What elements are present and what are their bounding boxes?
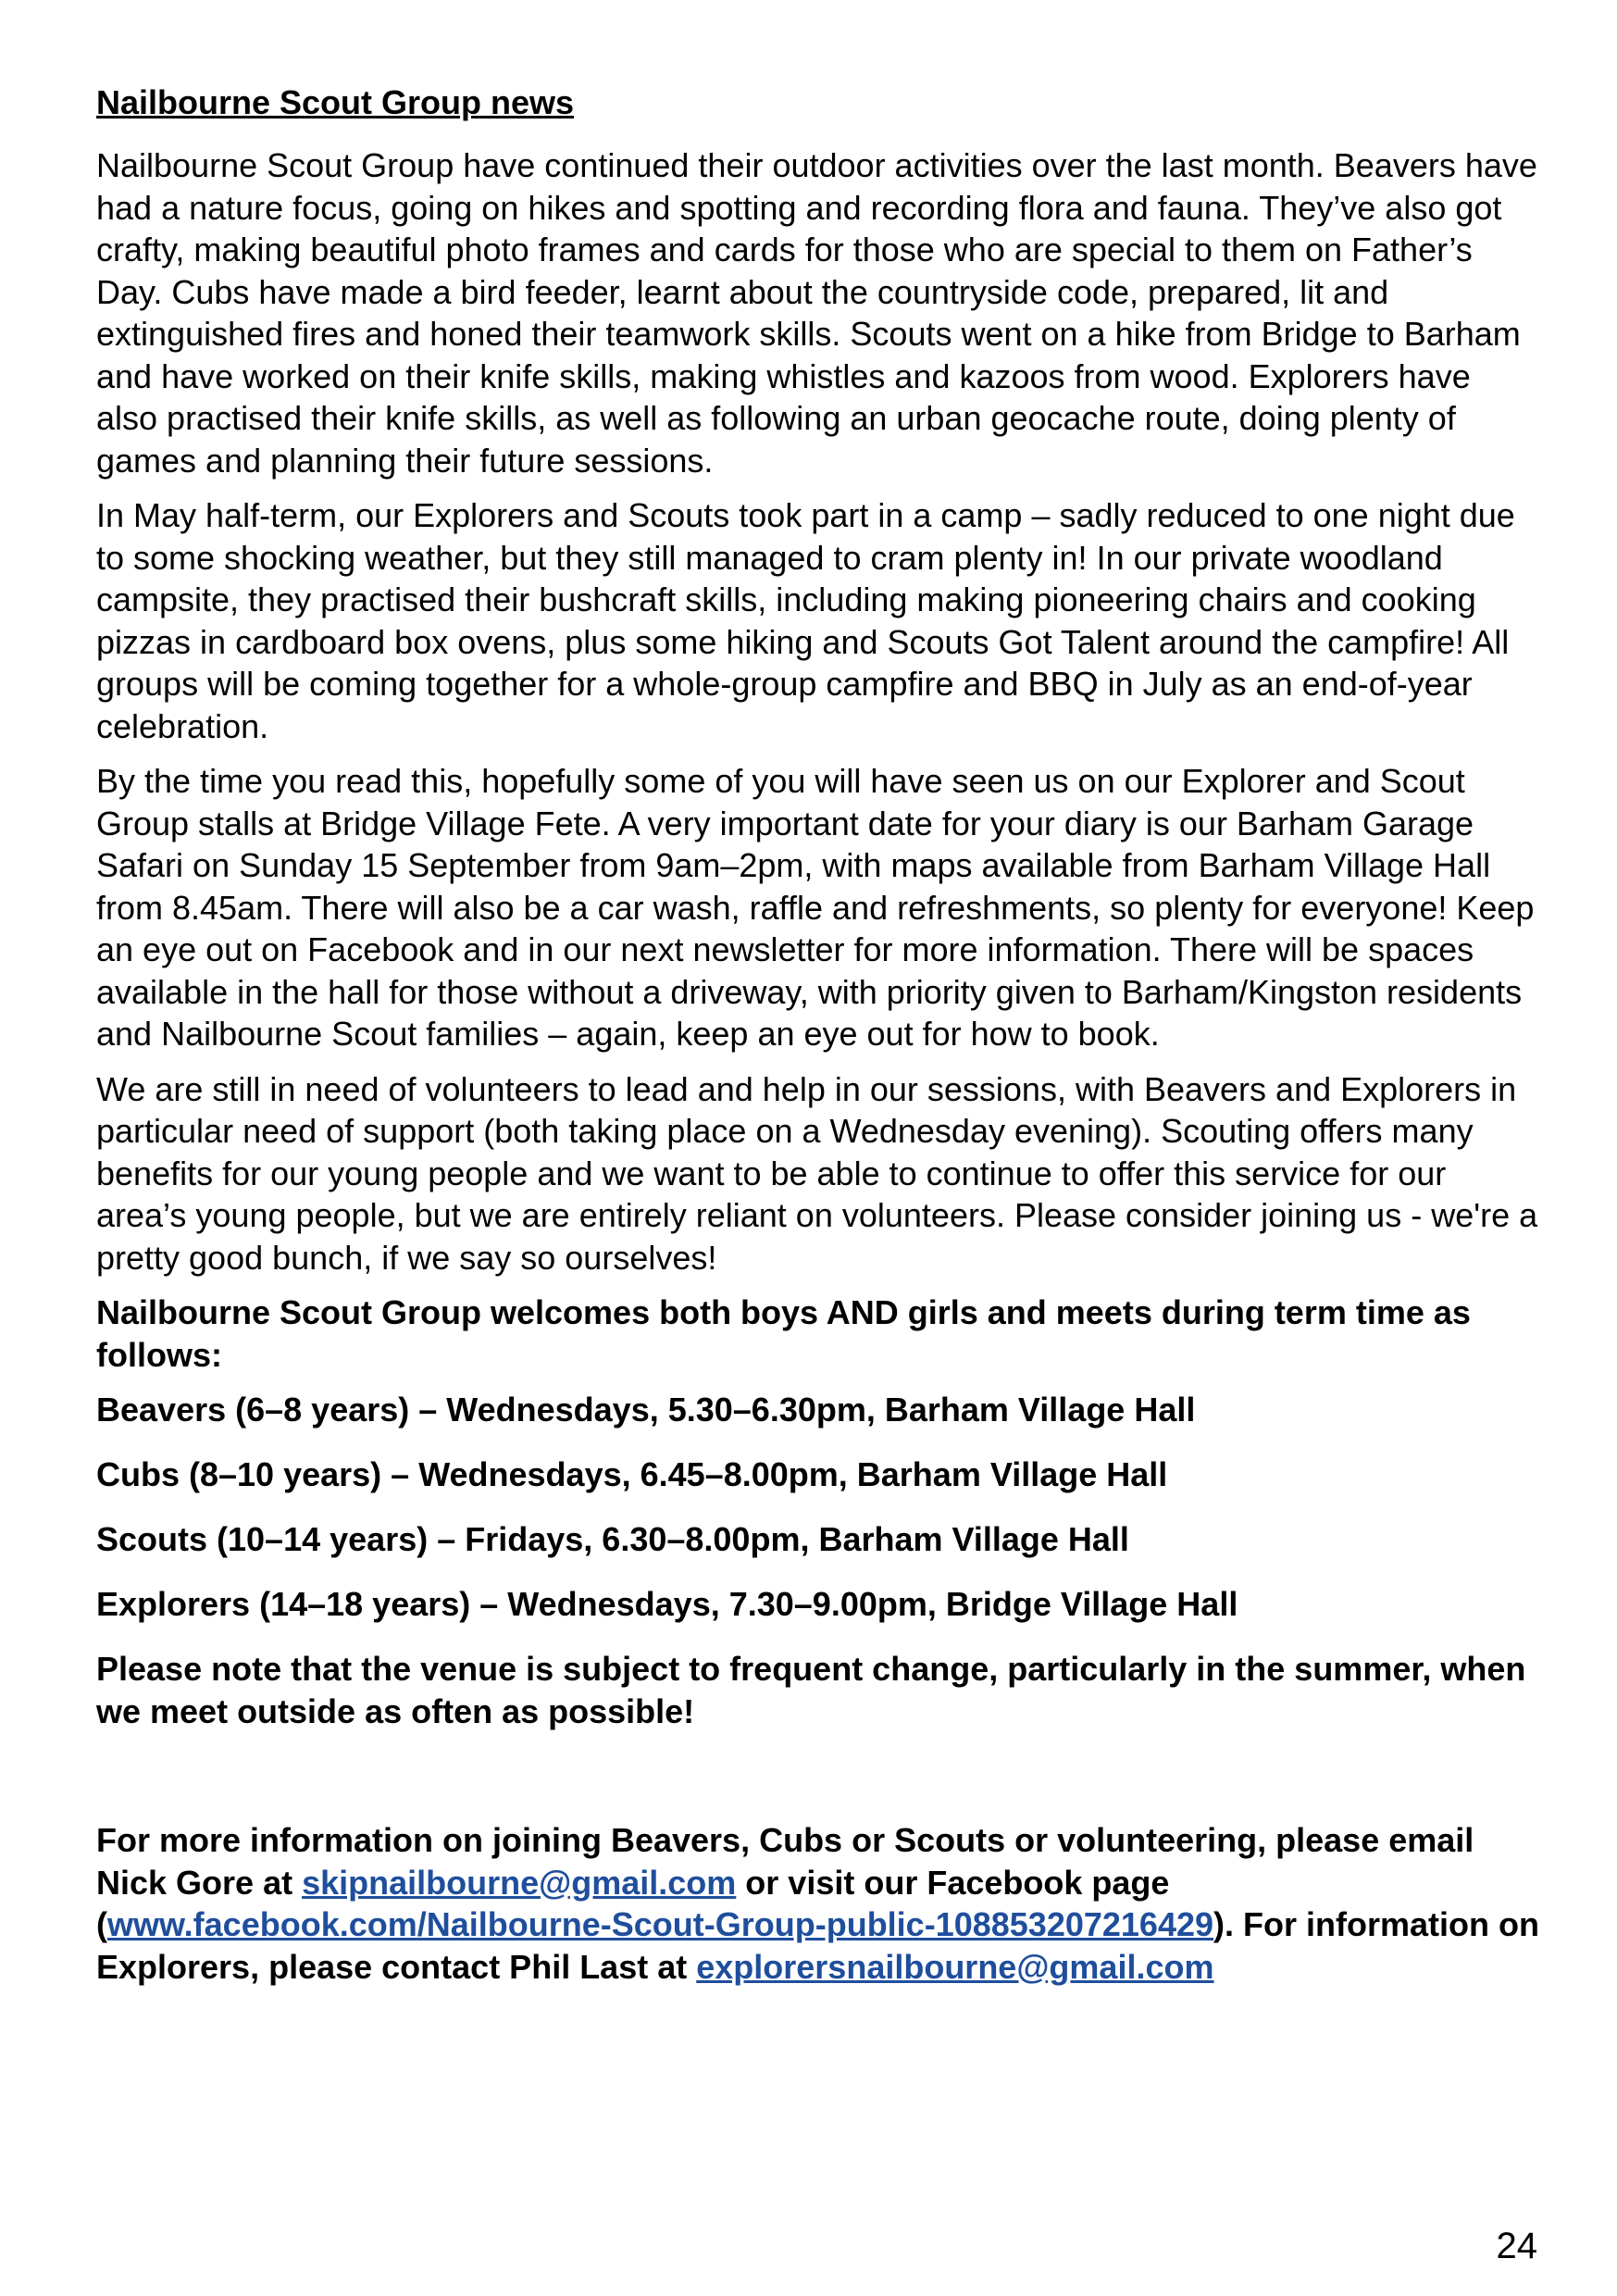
email-link-explorers[interactable]: explorersnailbourne@gmail.com (696, 1947, 1214, 1986)
session-beavers: Beavers (6–8 years) – Wednesdays, 5.30–6.30pm, Barham Village Hall (96, 1391, 1196, 1429)
session-scouts: Scouts (10–14 years) – Fridays, 6.30–8.00pm, Barham Village Hall (96, 1520, 1129, 1558)
paragraph-camp: In May half-term, our Explorers and Scouts took part in a camp – sadly reduced to one night due to some shocking weather, but they still managed to cram plenty in! In our private woodland campsite, they practised their bushcraft skills, including making pioneering chairs and cooking pizzas in cardboard box ovens, plus some hiking and Scouts Got Talent around the campfire! All groups will be coming together for a whole-group campfire and BBQ in July as an end-of-year celebration. (96, 496, 1515, 745)
session-explorers: Explorers (14–18 years) – Wednesdays, 7.30–9.00pm, Bridge Village Hall (96, 1585, 1238, 1623)
page-number: 24 (1496, 2226, 1537, 2266)
article-title: Nailbourne Scout Group news (96, 83, 575, 121)
session-cubs: Cubs (8–10 years) – Wednesdays, 6.45–8.00pm, Barham Village Hall (96, 1455, 1168, 1493)
venue-note: Please note that the venue is subject to frequent change, particularly in the summer, when we meet outside as often as possible! (96, 1650, 1526, 1730)
contact-after-facebook-text: ). For information on Explorers, please contact Phil Last at (96, 1905, 1539, 1986)
section-spacer (96, 1745, 1540, 1819)
newsletter-page (96, 81, 1540, 2001)
paragraph-activities: Nailbourne Scout Group have continued their outdoor activities over the last month. Beavers have had a nature focus, going on hikes and spotting and recording flora and fauna. They’ve also got crafty, making beautiful photo frames and cards for those who are special to them on Father’s Day. Cubs have made a bird feeder, learnt about the countryside code, prepared, lit and extinguished fires and honed their teamwork skills. Scouts went on a hike from Bridge to Barham and have worked on their knife skills, making whistles and kazoos from wood. Explorers have also practised their knife skills, as well as following an urban geocache route, doing plenty of games and planning their future sessions. (96, 146, 1537, 480)
paragraph-garage-safari: By the time you read this, hopefully some of you will have seen us on our Explorer and Scout Group stalls at Bridge Village Fete. A very important date for your diary is our Barham Garage Safari on Sunday 15 September from 9am–2pm, with maps available from Barham Village Hall from 8.45am. There will also be a car wash, raffle and refreshments, so plenty for everyone! Keep an eye out on Facebook and in our next newsletter for more information. There will be spaces available in the hall for those without a driveway, with priority given to Barham/Kingston residents and Nailbourne Scout families – again, keep an eye out for how to book. (96, 762, 1535, 1053)
facebook-page-link[interactable]: www.facebook.com/Nailbourne-Scout-Group-public-108853207216429 (107, 1905, 1214, 1943)
session-list (96, 1389, 1540, 1626)
email-link-nick-gore[interactable]: skipnailbourne@gmail.com (302, 1863, 737, 1902)
contact-mid-text: or visit our Facebook page ( (96, 1863, 1170, 1943)
contact-intro-text: For more information on joining Beavers, Cubs or Scouts or volunteering, please email Nick Gore at (96, 1821, 1474, 1902)
paragraph-volunteers: We are still in need of volunteers to lead and help in our sessions, with Beavers and Explorers in particular need of support (both taking place on a Wednesday evening). Scouting offers many benefits for our young people and we want to be able to continue to offer this service for our area’s young people, but we are entirely reliant on volunteers. Please consider joining us - we're a pretty good bunch, if we say so ourselves! (96, 1069, 1538, 1277)
welcome-statement: Nailbourne Scout Group welcomes both boys AND girls and meets during term time as follows: (96, 1293, 1471, 1374)
contact-info (96, 1819, 1540, 1988)
